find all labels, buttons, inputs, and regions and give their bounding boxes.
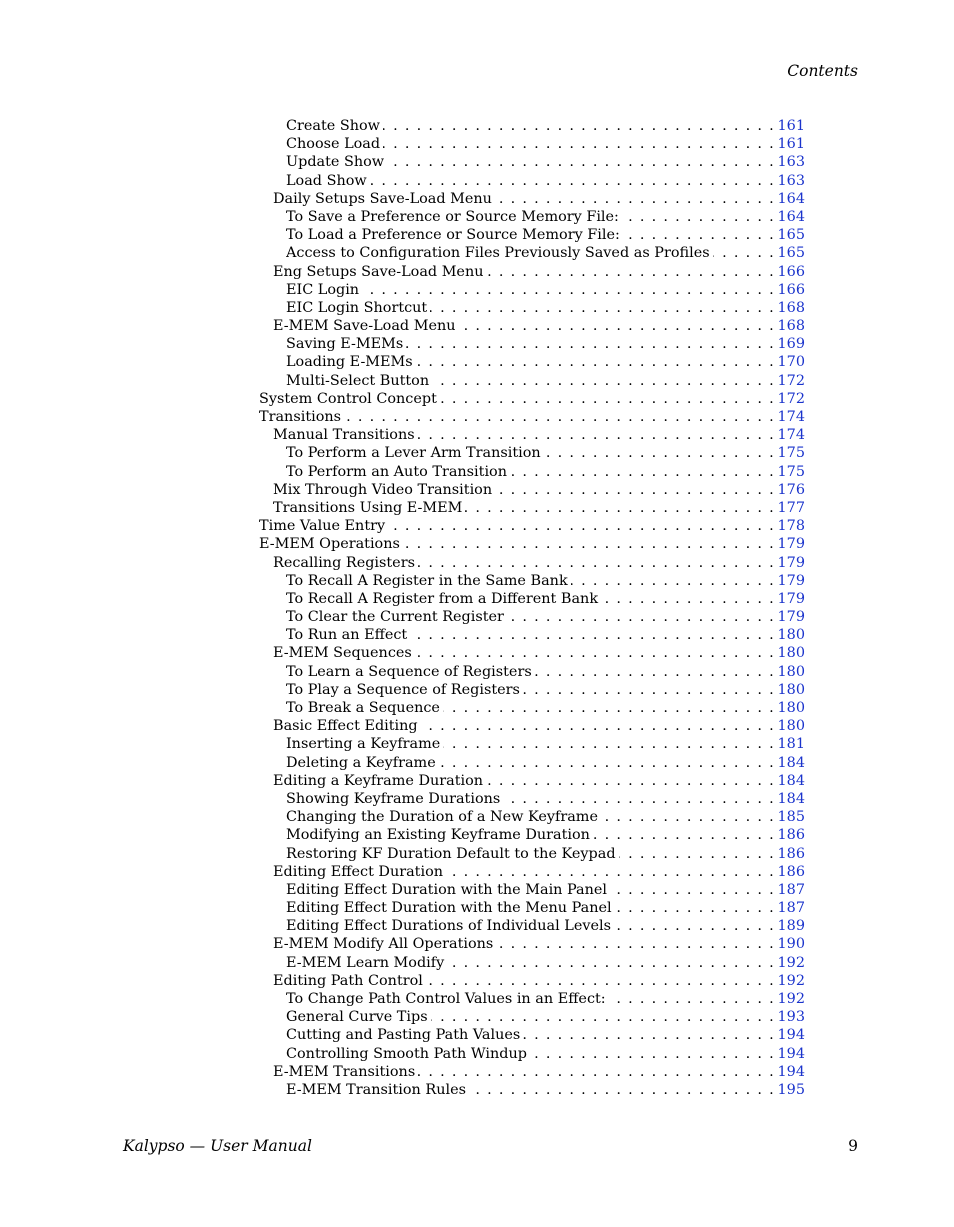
toc-entry-leader [259,535,775,553]
toc-entry-leader [286,735,775,753]
toc-entry[interactable] [259,554,805,572]
toc-entry-leader [286,1008,775,1026]
toc-entry-leader [273,772,775,790]
toc-entry[interactable] [259,390,805,408]
toc-entry-page-link[interactable]: 190 [775,935,805,953]
toc-entry[interactable] [259,263,805,281]
toc-entry-page-link[interactable]: 180 [775,681,805,699]
toc-entry[interactable] [259,1026,805,1044]
toc-entry-page-link[interactable]: 165 [775,244,805,262]
toc-entry-page-link[interactable]: 179 [775,608,805,626]
toc-entry-leader [273,317,775,335]
toc-entry-title: To Run an Effect [286,627,410,643]
toc-entry-title: To Recall A Register in the Same Bank [286,573,571,589]
toc-entry-page-link[interactable]: 179 [775,590,805,608]
toc-entry-title: Time Value Entry [259,518,388,534]
toc-entry-page-link[interactable]: 187 [775,899,805,917]
toc-entry[interactable] [259,972,805,990]
toc-entry-page-link[interactable]: 168 [775,317,805,335]
toc-entry-page-link[interactable]: 175 [775,444,805,462]
toc-entry[interactable] [259,644,805,662]
page-number: 9 [848,1137,858,1155]
toc-entry-leader [286,208,775,226]
toc-entry-leader [286,281,775,299]
toc-entry-page-link[interactable]: 163 [775,172,805,190]
toc-entry[interactable] [259,299,805,317]
toc-entry-title: E-MEM Sequences [273,645,415,661]
toc-entry-title: To Change Path Control Values in an Effect: [286,991,609,1007]
toc-entry-page-link[interactable]: 186 [775,845,805,863]
toc-entry-page-link[interactable]: 174 [775,426,805,444]
toc-entry[interactable] [259,481,805,499]
toc-entry-leader [273,717,775,735]
toc-entry[interactable] [259,681,805,699]
toc-entry[interactable] [259,699,805,717]
toc-entry-title: Controlling Smooth Path Windup [286,1046,530,1062]
toc-entry-title: Saving E-MEMs [286,336,406,352]
toc-entry[interactable] [259,954,805,972]
toc-entry-page-link[interactable]: 194 [775,1045,805,1063]
toc-entry-page-link[interactable]: 185 [775,808,805,826]
toc-entry-leader [286,845,775,863]
toc-entry-page-link[interactable]: 180 [775,663,805,681]
toc-entry[interactable] [259,335,805,353]
toc-entry-leader [286,335,775,353]
toc-entry[interactable] [259,463,805,481]
toc-entry-leader [286,1026,775,1044]
toc-entry[interactable] [259,1008,805,1026]
toc-entry-title: Showing Keyframe Durations [286,791,503,807]
toc-entry-leader [286,826,775,844]
toc-entry[interactable] [259,626,805,644]
toc-entry-page-link[interactable]: 184 [775,790,805,808]
toc-entry-title: Basic Effect Editing [273,718,421,734]
toc-entry[interactable] [259,117,805,135]
toc-entry-leader [273,190,775,208]
toc-entry-leader [286,135,775,153]
toc-entry-page-link[interactable]: 186 [775,863,805,881]
toc-entry-title: To Break a Sequence [286,700,443,716]
toc-entry[interactable] [259,372,805,390]
toc-entry[interactable] [259,935,805,953]
toc-entry[interactable] [259,190,805,208]
running-header: Contents [787,62,858,80]
toc-entry-page-link[interactable]: 177 [775,499,805,517]
toc-entry-title: E-MEM Modify All Operations [273,936,496,952]
toc-entry-page-link[interactable]: 172 [775,390,805,408]
toc-entry-page-link[interactable]: 175 [775,463,805,481]
toc-entry-leader [273,426,775,444]
toc-entry-leader [273,644,775,662]
toc-entry[interactable] [259,881,805,899]
toc-entry-leader [286,790,775,808]
toc-entry-page-link[interactable]: 166 [775,281,805,299]
toc-entry-title: Transitions Using E-MEM [273,500,465,516]
toc-entry[interactable] [259,899,805,917]
toc-entry-leader [286,881,775,899]
toc-entry-page-link[interactable]: 166 [775,263,805,281]
toc-entry-title: To Play a Sequence of Registers [286,682,523,698]
toc-entry-page-link[interactable]: 161 [775,117,805,135]
toc-entry-title: Inserting a Keyframe [286,736,443,752]
toc-entry-leader [286,1045,775,1063]
toc-entry-page-link[interactable]: 192 [775,954,805,972]
toc-entry-title: Restoring KF Duration Default to the Keypad [286,846,619,862]
toc-entry[interactable] [259,426,805,444]
toc-entry-leader [286,244,775,262]
toc-entry[interactable] [259,1063,805,1081]
toc-entry-title: Daily Setups Save-Load Menu [273,191,495,207]
toc-entry-title: E-MEM Transition Rules [286,1082,469,1098]
toc-entry-title: Modifying an Existing Keyframe Duration [286,827,593,843]
toc-entry[interactable] [259,135,805,153]
toc-entry-leader [286,353,775,371]
toc-entry-title: EIC Login Shortcut [286,300,430,316]
toc-entry[interactable] [259,826,805,844]
toc-entry-leader [286,590,775,608]
toc-entry-title: System Control Concept [259,391,440,407]
toc-entry[interactable] [259,1081,805,1099]
toc-entry-page-link[interactable]: 189 [775,917,805,935]
toc-entry-page-link[interactable]: 187 [775,881,805,899]
toc-entry[interactable] [259,845,805,863]
toc-entry-title: Update Show [286,154,387,170]
toc-entry-leader [273,499,775,517]
toc-entry-leader [286,681,775,699]
toc-entry[interactable] [259,153,805,171]
toc-entry-page-link[interactable]: 184 [775,754,805,772]
toc-entry-title: Deleting a Keyframe [286,755,439,771]
toc-entry-page-link[interactable]: 179 [775,572,805,590]
toc-entry-title: EIC Login [286,282,362,298]
toc-entry-page-link[interactable]: 192 [775,990,805,1008]
toc-entry-page-link[interactable]: 180 [775,644,805,662]
toc-entry[interactable] [259,244,805,262]
toc-entry-title: Loading E-MEMs [286,354,416,370]
toc-entry-title: Load Show [286,173,370,189]
toc-entry-title: E-MEM Transitions [273,1064,418,1080]
toc-entry-leader [273,1063,775,1081]
toc-entry-title: Multi-Select Button [286,373,432,389]
toc-entry-leader [273,935,775,953]
toc-entry-title: To Recall A Register from a Different Bank [286,591,601,607]
toc-entry[interactable] [259,408,805,426]
toc-entry[interactable] [259,608,805,626]
toc-entry-title: Editing Effect Duration [273,864,446,880]
toc-entry[interactable] [259,172,805,190]
toc-entry-leader [286,608,775,626]
toc-entry-page-link[interactable]: 195 [775,1081,805,1099]
toc-entry-leader [286,626,775,644]
toc-entry[interactable] [259,572,805,590]
toc-entry-title: To Clear the Current Register [286,609,507,625]
toc-entry[interactable] [259,353,805,371]
toc-entry-title: Mix Through Video Transition [273,482,495,498]
toc-entry-leader [273,554,775,572]
toc-entry[interactable] [259,990,805,1008]
toc-entry-page-link[interactable]: 161 [775,135,805,153]
toc-entry-page-link[interactable]: 178 [775,517,805,535]
toc-entry-leader [286,954,775,972]
toc-entry-leader [286,699,775,717]
toc-entry-page-link[interactable]: 186 [775,826,805,844]
toc-entry-page-link[interactable]: 165 [775,226,805,244]
toc-entry-leader [273,263,775,281]
toc-entry[interactable] [259,444,805,462]
toc-entry-leader [286,372,775,390]
toc-entry-page-link[interactable]: 180 [775,699,805,717]
toc-entry[interactable] [259,808,805,826]
toc-entry-title: To Perform an Auto Transition [286,464,510,480]
toc-entry[interactable] [259,317,805,335]
toc-entry-leader [273,481,775,499]
toc-entry-leader [286,226,775,244]
toc-entry[interactable] [259,1045,805,1063]
toc-entry[interactable] [259,772,805,790]
toc-entry-page-link[interactable]: 184 [775,772,805,790]
toc-entry-leader [286,663,775,681]
toc-entry[interactable] [259,208,805,226]
toc-entry-page-link[interactable]: 169 [775,335,805,353]
footer-title: Kalypso — User Manual [123,1137,312,1155]
toc-entry-leader [286,572,775,590]
toc-entry[interactable] [259,917,805,935]
toc-entry-page-link[interactable]: 194 [775,1063,805,1081]
toc-entry-leader [273,972,775,990]
toc-entry-title: Editing Effect Duration with the Menu Panel [286,900,615,916]
toc-entry-title: Editing Effect Durations of Individual Levels [286,918,614,934]
toc-entry-title: General Curve Tips [286,1009,431,1025]
toc-entry-page-link[interactable]: 179 [775,554,805,572]
toc-entry-leader [286,463,775,481]
toc-entry-page-link[interactable]: 181 [775,735,805,753]
table-of-contents [259,117,805,1099]
toc-entry-title: Editing Path Control [273,973,426,989]
toc-entry-title: E-MEM Learn Modify [286,955,447,971]
toc-entry-leader [286,917,775,935]
toc-entry-leader [286,808,775,826]
toc-entry-leader [259,408,775,426]
toc-entry-title: Cutting and Pasting Path Values [286,1027,523,1043]
toc-entry-page-link[interactable]: 176 [775,481,805,499]
toc-entry-page-link[interactable]: 168 [775,299,805,317]
toc-entry-title: Eng Setups Save-Load Menu [273,264,486,280]
toc-entry-title: Create Show [286,118,383,134]
toc-entry-page-link[interactable]: 180 [775,717,805,735]
toc-entry[interactable] [259,735,805,753]
toc-entry-title: Manual Transitions [273,427,418,443]
toc-entry-leader [273,863,775,881]
toc-entry[interactable] [259,790,805,808]
toc-entry-page-link[interactable]: 192 [775,972,805,990]
toc-entry-title: Editing a Keyframe Duration [273,773,486,789]
toc-entry[interactable] [259,499,805,517]
toc-entry-page-link[interactable]: 174 [775,408,805,426]
toc-entry-page-link[interactable]: 163 [775,153,805,171]
toc-entry[interactable] [259,863,805,881]
toc-entry-leader [286,1081,775,1099]
toc-entry-page-link[interactable]: 193 [775,1008,805,1026]
toc-entry[interactable] [259,226,805,244]
toc-entry-title: To Learn a Sequence of Registers [286,664,535,680]
toc-entry-page-link[interactable]: 164 [775,208,805,226]
toc-entry-title: E-MEM Operations [259,536,403,552]
toc-entry-leader [286,899,775,917]
toc-entry-page-link[interactable]: 172 [775,372,805,390]
toc-entry[interactable] [259,590,805,608]
toc-entry-title: To Perform a Lever Arm Transition [286,445,544,461]
toc-entry-title: Choose Load [286,136,383,152]
toc-entry-title: Transitions [259,409,344,425]
toc-entry[interactable] [259,663,805,681]
toc-entry-leader [259,390,775,408]
toc-entry-title: Changing the Duration of a New Keyframe [286,809,601,825]
toc-entry-title: Access to Configuration Files Previously Saved as Profiles [286,245,713,261]
toc-entry-title: E-MEM Save-Load Menu [273,318,459,334]
toc-entry-title: Recalling Registers [273,555,418,571]
toc-entry-leader [286,117,775,135]
toc-entry-leader [286,299,775,317]
toc-entry[interactable] [259,754,805,772]
toc-entry[interactable] [259,517,805,535]
toc-entry-page-link[interactable]: 170 [775,353,805,371]
toc-entry-title: Editing Effect Duration with the Main Panel [286,882,610,898]
toc-entry[interactable] [259,717,805,735]
toc-entry-leader [286,172,775,190]
toc-entry-page-link[interactable]: 180 [775,626,805,644]
toc-entry-page-link[interactable]: 164 [775,190,805,208]
toc-entry-title: To Load a Preference or Source Memory File: [286,227,623,243]
toc-entry[interactable] [259,281,805,299]
toc-entry-leader [286,153,775,171]
toc-entry[interactable] [259,535,805,553]
toc-entry-page-link[interactable]: 179 [775,535,805,553]
toc-entry-title: To Save a Preference or Source Memory File: [286,209,622,225]
toc-entry-leader [286,990,775,1008]
toc-entry-page-link[interactable]: 194 [775,1026,805,1044]
toc-entry-leader [286,444,775,462]
toc-entry-leader [259,517,775,535]
toc-entry-leader [286,754,775,772]
